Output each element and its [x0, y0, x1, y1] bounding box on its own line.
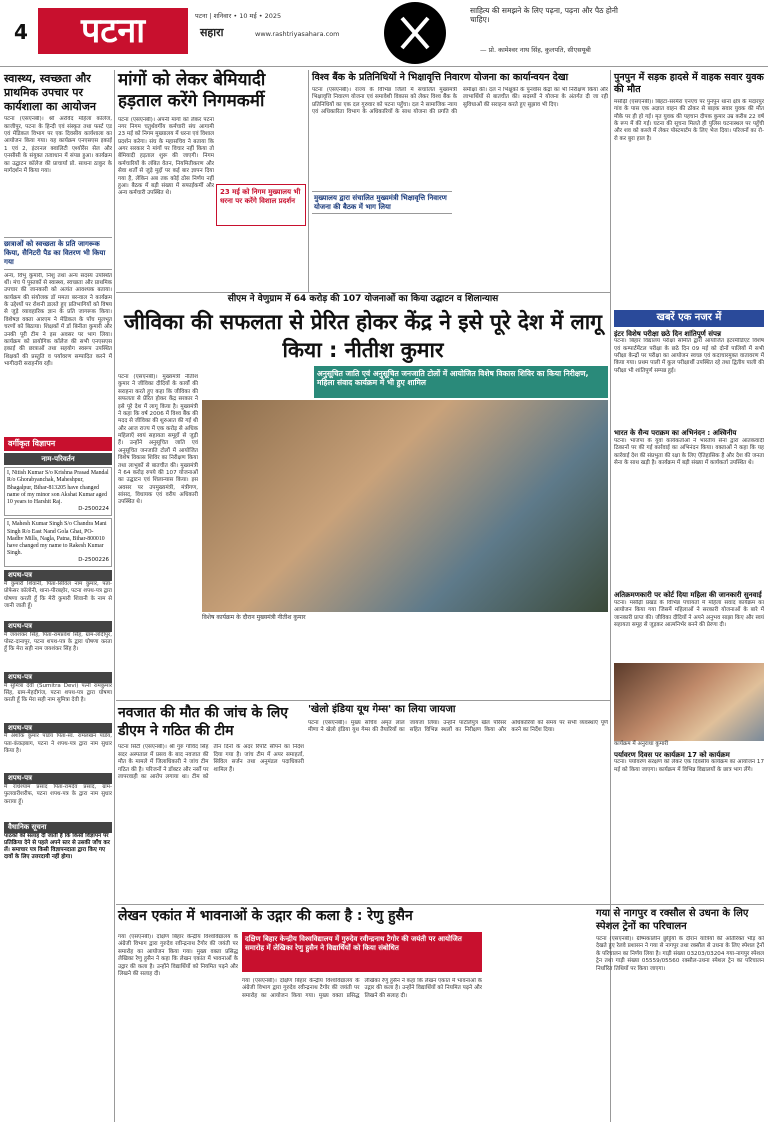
renu-story-body: गया (एसएनबी)। दक्षिण बिहार केन्द्रीय विश्वविद्यालय के अंग्रेजी विभाग द्वारा गुरुदेव रवीन्द्रनाथ टैगोर की जयंती पर समारोह का आयोजन किया गया। मुख्य वक्ता प्रसिद्ध लेखिका रेणु हुसैन ने कहा कि लेखन एकांत में भावनाओं के उद्गार की कला है। उन्होंने विद्यार्थियों को नियमित पढ़ने और लिखने की सलाह दी। [118, 934, 238, 977]
story-workshop-body: पटना (एसएनबी)। श्री अरविंद महिला कॉलेज, काजीपुर, पटना के हिन्दी एवं संस्कृत तथा फर्स्ट एड एवं मेडिकल विभाग पर एक दिवसीय कार्यशाला का आयोजन किया गया। यह कार्यक्रम एनएसएस इकाई 1 एवं 2, इंटरनल क्वालिटी एश्योरेंस सेल और एनसीसी के संयुक्त तत्वाधान में संपन्न हुआ। कार्यक्रम का उद्घाटन कॉलेज की प्राचार्या प्रो. साधना ठाकुर के मार्गदर्शन में किया गया। [4, 116, 112, 174]
renu-story-headline: लेखन एकांत में भावनाओं के उद्गार की कला है : रेणु हुसैन [118, 908, 413, 924]
story-workshop-body2: अन्य, विभु कुमारी, निशु तथा अन्य सदस्य उपस्थित थीं। मंच पे पुस्तकों से स्वास्थ्य, स्वच्छता और प्राथमिक उपचार की जानकारी को अत्यंत आवश्यक बताया। कार्यक्रम की संयोजक डॉ ममता बरन्वाल ने कार्यक्रम के उद्देश्यों पर रोशनी डालते हुए प्रतिभागियों को विषय से जुड़े व्यावहारिक ज्ञान के प्रति जागरूक किया। विशेषज्ञ वक्ता आरएम ने मेडिकल के पाँच मूलभूत चरणों को बिठाया। शिक्षकों में डॉ बिनीता कुमारी और उनकी पूरी टीम ने इस अवसर पर भाग लिया। कार्यक्रम को प्रायोगिक कॉलेज की सभी एनएसएस इकाई की छात्राओं तथा सहयोग स्वरूप उपस्थित शिक्षकों की प्रस्तुति व पर्यावरण सम्पादित करने में भागीदारी सराहनीय रही। [4, 272, 112, 367]
renu-story-body-cont: गया (एसएनबी)। दक्षिण बिहार केन्द्रीय विश्वविद्यालय के अंग्रेजी विभाग द्वारा गुरुदेव रवीन्द्रनाथ टैगोर की जयंती पर समारोह का आयोजन किया गया। मुख्य वक्ता प्रसिद्ध लेखिका रेणु हुसैन ने कहा कि लेखन एकांत में भावनाओं के उद्गार की कला है। उन्होंने विद्यार्थियों को नियमित पढ़ने और लिखने की सलाह दी। [242, 978, 482, 999]
affidavit-2: मैं जयशंकर सिंह, पिता-रामप्रवेश सिंह, ग्राम-लोदीपुर, पोस्ट-दानापुर, पटना शपथ-पत्र के द्वारा घोषणा करता हूँ कि मेरा सही नाम जयशंकर सिंह है। [4, 631, 112, 653]
top-story-headline: मांगों को लेकर बेमियादी हड़ताल करेंगे निगमकर्मी [118, 70, 266, 112]
right-top-body: मसौढ़ी (एसएनबी)। बिहटा-सरमेरा एनएच पर पुनपुन थाना क्षेत्र के मदारपुर गांव के पास एक अज्ञात वाहन की ठोकर से बाइक सवार युवक की मौत मौके पर ही हो गई। मृत युवक की पहचान दीपक कुमार उम्र करीब 22 वर्ष के रूप में की गई। घटना की सूचना मिलते ही पुलिस घटनास्थल पर पहुँची और शव को कब्जे में लेकर पोस्टमार्टम के लिए भेज दिया। परिजनों का रो-रो कर बुरा हाल है। [614, 98, 764, 142]
left-column [4, 72, 112, 1122]
legal-notice-body: पाठकों को सलाह दी जाती है कि किसी विज्ञापन पर प्रतिक्रिया देने से पहले अपने स्तर से उसकी जाँच कर लें। समाचार पत्र किसी विज्ञापनदाता द्वारा किए गए दावों के लिए उत्तरदायी नहीं होगा। [4, 832, 110, 860]
legal-notice-title: वैधानिक सूचना [4, 822, 112, 833]
affidavit-5: मैं राधेश्याम प्रसाद पिता-रामदेव प्रसाद, ग्राम-फुलवारीशरीफ, पटना शपथ-पत्र के द्वारा नाम सुधार कराया हूँ। [4, 784, 112, 805]
brief-photo [614, 663, 764, 741]
newborn-story-body: पटना सिटी (एसएनबी)। श्री गुरु गोविंद सिंह सदर अस्पताल में प्रसव के बाद नवजात की मौत के मामले में जिलाधिकारी ने जांच टीम गठित की है। परिजनों ने डॉक्टर और नर्सों पर लापरवाही का आरोप लगाया था। टीम को तीन दिनों के अंदर रिपोर्ट सौंपने का निर्देश दिया गया है। जांच टीम में अपर समाहर्ता, सिविल सर्जन तथा अनुमंडल पदाधिकारी शामिल हैं। [118, 744, 304, 780]
main-story-kicker: सीएम ने वेणुग्राम में 64 करोड़ की 107 योजनाओं का किया उद्घाटन व शिलान्यास [227, 294, 499, 304]
briefs-title: खबरें एक नजर में [614, 310, 764, 327]
main-story-photo [202, 400, 608, 612]
page-number: 4 [14, 20, 28, 44]
brief-3-body: पटना। मसौढ़ी प्रखंड के विभिन्न पंचायतों में महिला संवाद कार्यक्रम का आयोजन किया गया जिसमें महिलाओं ने सरकारी योजनाओं के बारे में जानकारी प्राप्त की। जीविका दीदियों ने अपने अनुभव साझा किए और स्वयं सहायता समूह से जुड़कर आत्मनिर्भर बनने की प्रेरणा दी। [614, 599, 764, 628]
quote-author: — प्रो. कामेश्वर नाथ सिंह, कुलपति, सीएसयूबी [480, 46, 591, 54]
youth-games-story [308, 704, 608, 900]
edition-line: पटना | शनिवार • 10 मई • 2025 [195, 12, 282, 20]
affidavit-label-3: शपथ-पत्र [4, 672, 112, 683]
masthead-quote: साहित्य की समझने के लिए पढ़ना, पढ़ना और पैठ होनी चाहिए। [470, 6, 618, 25]
main-story-banner: अनुसूचित जाति एवं अनुसूचित जनजाति टोलों में आयोजित विशेष विकास शिविर का किया निरीक्षण, महिला संवाद कार्यक्रम में भी हुए शामिल [314, 366, 608, 398]
affidavit-4: मैं अशोक कुमार पांडेय पिता-स्व. रामलखन पांडेय, पता-कंकड़बाग, पटना ने शपथ-पत्र द्वारा नाम सुधार किया है। [4, 733, 112, 754]
brand-name: सहारा [200, 26, 224, 39]
story-workshop-sub: छात्राओं को स्वच्छता के प्रति जागरूक किया, सैनिटरी पैड का वितरण भी किया गया [4, 237, 112, 269]
top-story [118, 70, 306, 292]
affidavit-1: मैं कुमारी शिवानी, पिता-सिविल नाम कुमार, पता-प्रोफेसर कॉलोनी, थाना-पीरबहोर, पटना शपथ-पत्र द्वारा घोषणा करती हूँ कि मेरी कुमारी शिवानी के नाम से जानी जाती हूँ। [4, 581, 112, 609]
notice-1-text: I, Nitish Kumar S/o Krishna Prasad Mandal R/o Ghorabyanchak, Maheshpur, Bhagalpur, Bihar-813205 have changed name of my minor son Akshat Kumar aged 10 years to Harshit Raj. [7, 470, 109, 506]
brief-photo-caption: कार्यक्रम में अनुराधा कुमारी [614, 740, 669, 747]
youth-games-headline: 'खेलो इंडिया यूथ गेम्स' का लिया जायजा [308, 704, 456, 715]
bank-story-sub: मुख्यालय द्वारा संचालित मुख्यमंत्री भिक्षावृत्ति निवारण योजना की बैठक में भाग लिया [312, 191, 452, 215]
affidavit-label-2: शपथ-पत्र [4, 621, 112, 632]
paper-name: पटना [38, 8, 188, 54]
newborn-story [118, 704, 304, 900]
youth-games-body: पटना (एसएनबी)। मुख्य सचिव अमृत लाल मीणा ने खेलो इंडिया यूथ गेम्स की तैयारियों का जायजा लिया। उन्होंने पाटलिपुत्र खेल परिसर सहित विभिन्न स्थलों का निरीक्षण किया और अधिकारियों को समय पर सभी व्यवस्थाएँ पूर्ण करने का निर्देश दिया। [308, 719, 608, 733]
newborn-story-headline: नवजात की मौत की जांच के लिए डीएम ने गठित की टीम [118, 705, 289, 740]
renu-story-banner: दक्षिण बिहार केन्द्रीय विश्वविद्यालय में गुरुदेव रवीन्द्रनाथ टैगोर की जयंती पर आयोजित समारोह में लेखिका रेणु हुसैन ने विद्यार्थियों को किया संबोधित [242, 932, 482, 972]
train-story-headline: गया से नागपुर व रक्सौल से उधना के लिए स्पेशल ट्रेनों का परिचालन [596, 908, 749, 932]
main-story-caption: विशेष कार्यक्रम के दौरान मुख्यमंत्री नीतीश कुमार [202, 614, 306, 621]
website-url: www.rashtriyasahara.com [255, 30, 340, 38]
bank-story-body: पटना (एसएनबी)। राज्य के विभिन्न जिलों में संचालित मुख्यमंत्री भिक्षावृत्ति निवारण योजना एवं समावेशी विकास को लेकर विश्व बैंक के प्रतिनिधियों का एक दल गुरुवार को पटना पहुँचा। दल ने सामाजिक न्याय एवं अधिकारिता विभाग के अधिकारियों के साथ योजना की प्रगति की समीक्षा की। दल ने भिक्षुकों के पुनर्वास केंद्रों का भी निरीक्षण किया और लाभार्थियों से बातचीत की। सदस्यों ने योजना के अंतर्गत दी जा रही सुविधाओं की सराहना करते हुए सुझाव भी दिए। [312, 86, 608, 115]
notice-1 [4, 467, 112, 516]
briefs-section [614, 310, 764, 940]
notice-1-code: D-2500224 [78, 506, 109, 513]
notice-2 [4, 518, 112, 567]
classified-title: वर्गीकृत विज्ञापन [4, 437, 112, 451]
x-logo-icon [384, 2, 446, 64]
brief-1-title: इंटर विशेष परीक्षा छठे दिन शांतिपूर्ण संपन्न [614, 329, 721, 338]
notice-2-code: D-2500226 [78, 557, 109, 564]
train-story [596, 908, 764, 1122]
brief-4-title: पर्यावरण दिवस पर कार्यक्रम 17 को कार्यक्रम [614, 750, 730, 759]
story-workshop-headline: स्वास्थ्य, स्वच्छता और प्राथमिक उपचार पर कार्यशाला का आयोजन [4, 72, 97, 113]
top-story-quote: 23 मई को निगम मुख्यालय भी धरना पर करेंगे विशाल प्रदर्शन [216, 184, 306, 226]
brief-1-body: पटना। बिहार विद्यालय परीक्षा समिति द्वारा आयोजित इंटरमीडिएट विशेष एवं कम्पार्टमेंटल परीक्षा के छठे दिन 09 मई को दोनों पालियों में सभी परीक्षा केन्द्रों पर परीक्षा का आयोजन स्वच्छ एवं कदाचारमुक्त वातावरण में किया गया। प्रथम पाली में कुल परीक्षार्थी उपस्थित रहे तथा द्वितीय पाली की परीक्षा भी शांतिपूर्ण सम्पन्न हुई। [614, 338, 764, 374]
affidavit-label-5: शपथ-पत्र [4, 773, 112, 784]
brief-2-body: पटना। भाजपा के युवा कार्यकर्ताओं ने भारतीय सेना द्वारा आतंकवादी ठिकानों पर की गई कार्रवाई का अभिनंदन किया। वक्ताओं ने कहा कि यह कार्रवाई देश की संप्रभुता की रक्षा के लिए ऐतिहासिक है और देश की जनता सेना के साथ खड़ी है। कार्यक्रम में बड़ी संख्या में कार्यकर्ता उपस्थित थे। [614, 438, 764, 467]
affidavit-label-1: शपथ-पत्र [4, 570, 112, 581]
top-story-body: पटना (एसएनबी)। अपनी मांगों को लेकर पटना नगर निगम चतुर्थवर्गीय कर्मचारी संघ आगामी 23 मई को निगम मुख्यालय में धरना एवं विशाल प्रदर्शन करेगा। संघ के महासचिव ने बताया कि अगर सरकार ने मांगों पर विचार नहीं किया तो बेमियादी हड़ताल शुरू की जाएगी। निगम कर्मचारियों के लंबित वेतन, नियमितीकरण और सेवा शर्तों से जुड़े मुद्दों पर कई बार ज्ञापन दिया गया है, लेकिन अब तक कोई ठोस निर्णय नहीं हुआ। बैठक में बड़ी संख्या में सफाईकर्मी और अन्य कर्मचारी उपस्थित थे। [118, 116, 214, 197]
renu-story [118, 908, 590, 1122]
brief-2-title: भारत के सैन्य पराक्रम का अभिनंदन : अश्विनीय [614, 429, 737, 438]
brief-4-body: पटना। पर्यावरण संरक्षण को लेकर एक दिवसीय कार्यक्रम का आयोजन 17 मई को किया जाएगा। कार्यक्रम में विभिन्न विद्यालयों के छात्र भाग लेंगे। [614, 759, 764, 773]
main-story-body: पटना (एसएनबी)। मुख्यमंत्री नीतीश कुमार ने जीविका दीदियों के कार्यों की सराहना करते हुए कहा कि जीविका की सफलता से प्रेरित होकर केंद्र सरकार ने इसे पूरे देश में लागू किया है। मुख्यमंत्री ने कहा कि वर्ष 2006 में विश्व बैंक की मदद से जीविका की शुरुआत की गई थी और आज राज्य में एक करोड़ से अधिक महिलाएँ स्वयं सहायता समूहों से जुड़ी हैं। उन्होंने अनुसूचित जाति एवं अनुसूचित जनजाति टोलों में आयोजित विशेष विकास शिविर का निरीक्षण किया तथा लाभुकों से बातचीत की। मुख्यमंत्री ने 64 करोड़ रुपये की 107 योजनाओं का उद्घाटन एवं शिलान्यास किया। इस अवसर पर उपमुख्यमंत्री, मंत्रीगण, सांसद, विधायक एवं वरीय अधिकारी उपस्थित थे। [118, 374, 198, 506]
main-story [118, 294, 608, 696]
train-story-body: पटना (एसएनबी)। ग्रीष्मकालीन छुट्टियों के दौरान यात्रियों की अतिरिक्त भीड़ को देखते हुए रेलवे प्रशासन ने गया से नागपुर तथा रक्सौल से उधना के लिए स्पेशल ट्रेनों के परिचालन का निर्णय लिया है। गाड़ी संख्या 03203/03204 गया-नागपुर स्पेशल ट्रेन तथा गाड़ी संख्या 05559/05560 रक्सौल-उधना स्पेशल ट्रेन का परिचालन निर्धारित तिथियों पर किया जाएगा। [596, 936, 764, 972]
affidavit-3: मैं सुमित्रा देवी (Sumitra Devi) पत्नी रामकुमार सिंह, ग्राम-मेहदीगंज, पटना शपथ-पत्र द्वारा घोषणा करती हूँ कि मेरा सही नाम सुमित्रा देवी है। [4, 682, 112, 704]
affidavit-label-4: शपथ-पत्र [4, 723, 112, 734]
brief-3-title: अतिक्रमणकारी पर कोर्ट दिया महिला की जानकारी सुनवाई [614, 591, 762, 599]
bank-story-headline: विश्व बैंक के प्रतिनिधियों ने भिक्षावृत्ति निवारण योजना का कार्यान्वयन देखा [312, 72, 569, 83]
name-change-label: नाम-परिवर्तन [4, 453, 112, 466]
right-top-headline: पुनपुन में सड़क हादसे में वाहक सवार युवक की मौत [614, 72, 764, 95]
main-story-headline: जीविका की सफलता से प्रेरित होकर केंद्र ने इसे पूरे देश में लागू किया : नीतीश कुमार [124, 310, 602, 362]
masthead [0, 0, 768, 68]
bank-story [312, 72, 608, 292]
notice-2-text: I, Mahesh Kumar Singh S/o Chandra Mani Singh R/o East Nand Gola Ghat, PO-Madhv Mills, Nagla, Patna, Bihar-800010 have changed my name to Rakesh Kumar Singh. [7, 521, 107, 557]
